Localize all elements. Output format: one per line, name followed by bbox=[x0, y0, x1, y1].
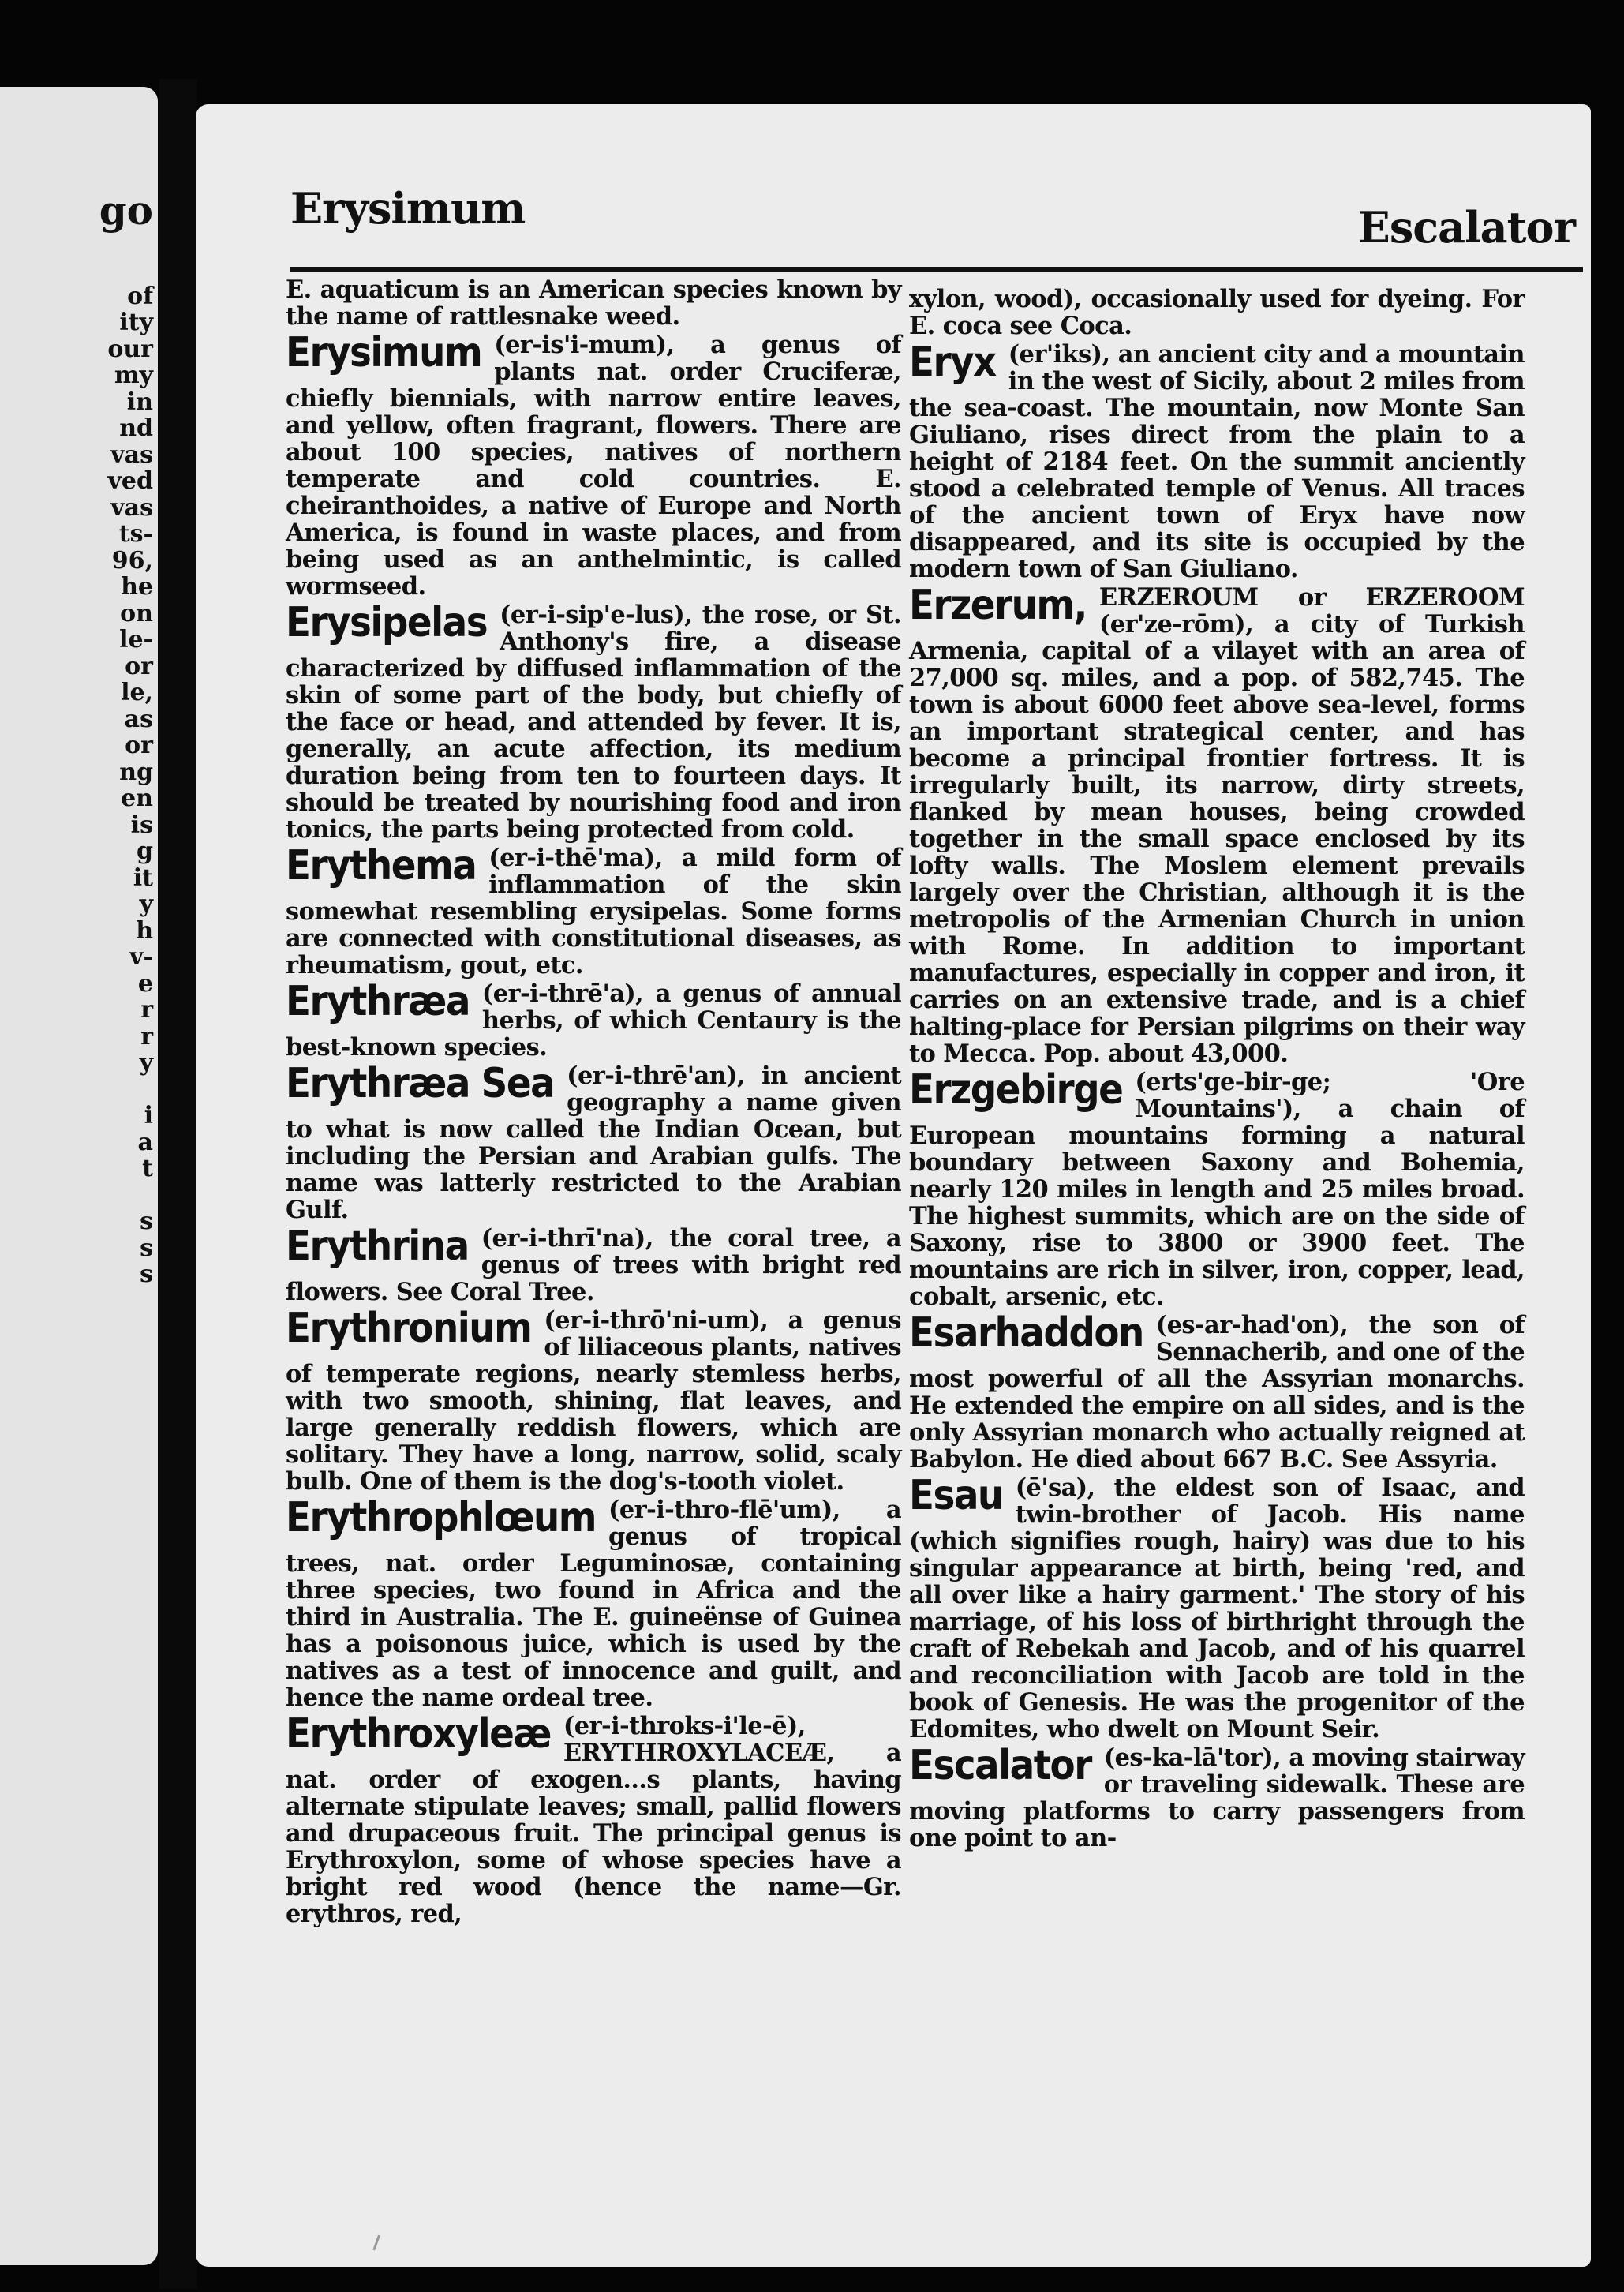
dictionary-entry bbox=[909, 1309, 1525, 1474]
entry-headword: Erythræa Sea bbox=[286, 1060, 555, 1107]
entry-pronunciation: ERZEROUM or ERZEROOM (er'ze-rōm), bbox=[1098, 583, 1525, 639]
entry-definition: the rose, or St. Anthony's fire, a disease characterized by diffused inflammation of the skin of some part of the body, but chiefly of the face or head, and attended by fever. It is, generally, an acute affection, its medium duration being from ten to fourteen days. It should be treated by nourishing food and iron tonics, the parts being protected from cold. bbox=[286, 601, 901, 844]
entry-definition: a mild form of inflammation of the skin somewhat resembling erysipelas. Some forms are connected with constitutional diseases, as rheumatism, gout, etc. bbox=[286, 844, 901, 979]
facing-page-fragment: vas bbox=[110, 440, 153, 469]
entry-definition: in ancient geography a name given to what is now called the Indian Ocean, but including the Persian and Arabian gulfs. The name was latterly restricted to the Arabian Gulf. bbox=[286, 1062, 901, 1224]
entry-headword: Erysimum bbox=[286, 329, 482, 376]
facing-page-fragment: he bbox=[121, 573, 153, 601]
facing-page-fragment: ved bbox=[107, 467, 153, 495]
dictionary-entry bbox=[909, 584, 1525, 1067]
entry-headword: Erzgebirge bbox=[909, 1066, 1123, 1114]
left-column bbox=[286, 276, 901, 1929]
facing-page-fragment: r bbox=[140, 996, 153, 1024]
facing-page-fragment: e bbox=[137, 969, 153, 998]
entry-definition: a genus of annual herbs, of which Centaury is the best-known species. bbox=[286, 979, 901, 1062]
entry-headword: Erythronium bbox=[286, 1305, 532, 1352]
dictionary-entry bbox=[286, 331, 901, 600]
entry-pronunciation: (es-ar-had'on), bbox=[1155, 1311, 1369, 1339]
entry-pronunciation: (er-i-thrī'na), bbox=[481, 1224, 670, 1253]
entry-pronunciation: (er-i-throks-i'le-ē), bbox=[563, 1712, 806, 1740]
dictionary-entry bbox=[286, 1225, 901, 1305]
dictionary-entry bbox=[286, 1307, 901, 1495]
entry-headword: Erzerum, bbox=[909, 582, 1087, 629]
facing-page-fragment: or bbox=[125, 732, 153, 759]
entry-pronunciation: (er-i-thē'ma), bbox=[488, 844, 683, 872]
facing-page-fragment: le- bbox=[119, 626, 153, 654]
facing-page-fragment: le, bbox=[121, 679, 153, 706]
facing-page-fragment: i bbox=[144, 1102, 153, 1129]
entry-definition: ERYTHROXYLACEÆ, a nat. order of exogen...s plants, having alternate stipulate leaves; small, pallid flowers and drupaceous fruit. The principal genus is Erythroxylon, some of whose species have a bright red wood (hence the name—Gr. erythros, red, bbox=[286, 1739, 901, 1928]
entry-definition: a genus of plants nat. order Cruciferæ, chiefly biennials, with narrow entire leaves, and yellow, often fragrant, flowers. There are about 100 species, natives of northern temperate and cold countries. E. cheiranthoides, a native of Europe and North America, is found in waste places, and from being used as an anthelmintic, is called wormseed. bbox=[286, 331, 901, 601]
entry-definition: a moving stairway or traveling sidewalk. These are moving platforms to carry passengers from one point to an- bbox=[909, 1743, 1525, 1852]
dictionary-entry bbox=[909, 286, 1525, 339]
dictionary-entry bbox=[286, 1496, 901, 1711]
facing-page-fragment: s bbox=[140, 1260, 153, 1288]
entry-definition: a chain of European mountains forming a natural boundary between Saxony and Bohemia, nearly 120 miles in length and 25 miles broad. The highest summits, which are on the side of Saxony, rise to 3800 or 3900 feet. The mountains are rich in silver, iron, copper, lead, cobalt, arsenic, etc. bbox=[909, 1095, 1525, 1311]
entry-pronunciation: (er-i-thrē'a), bbox=[481, 979, 656, 1008]
facing-page-edge bbox=[0, 87, 158, 2265]
entry-headword: Escalator bbox=[909, 1742, 1091, 1789]
header-rule bbox=[290, 267, 1583, 272]
facing-page-fragment: is bbox=[130, 811, 153, 839]
entry-definition: a genus of liliaceous plants, natives of temperate regions, nearly stemless herbs, with two smooth, shining, flat leaves, and large generally reddish flowers, which are solitary. They have a long, narrow, solid, scaly bulb. One of them is the dog's-tooth violet. bbox=[286, 1306, 901, 1496]
entry-headword: Esarhaddon bbox=[909, 1309, 1143, 1357]
facing-page-text-fragments bbox=[0, 87, 158, 2265]
entry-definition: the son of Sennacherib, and one of the most powerful of all the Assyrian monarchs. He extended the empire on all sides, and is the only Assyrian monarch who actually reigned at Babylon. He died about 667 B.C. See Assyria. bbox=[909, 1311, 1525, 1474]
facing-page-fragment: y bbox=[139, 1049, 153, 1077]
entry-definition: a genus of tropical trees, nat. order Leguminosæ, containing three species, two found in Africa and the third in Australia. The E. guineënse of Guinea has a poisonous juice, which is used by the natives as a test of innocence and guilt, and hence the name ordeal tree. bbox=[286, 1496, 901, 1712]
entry-pronunciation: (er-i-thrē'an), bbox=[567, 1062, 761, 1090]
dictionary-entry bbox=[286, 980, 901, 1061]
entry-pronunciation: (er-i-thrō'ni-um), bbox=[544, 1306, 788, 1335]
facing-page-fragment: of bbox=[127, 282, 153, 310]
dictionary-page bbox=[196, 104, 1591, 2267]
facing-page-fragment: on bbox=[120, 599, 153, 627]
facing-page-fragment: it bbox=[133, 863, 153, 892]
entry-definition: a city of Turkish Armenia, capital of a vilayet with an area of 27,000 sq. miles, and a pop. of 582,745. The town is about 6000 feet above sea-level, forms an important strategical center, and has become a principal frontier fortress. It is irregularly built, its narrow, dirty streets, flanked by mean houses, being crowded together in the small space enclosed by its lofty walls. The Moslem element prevails largely over the Christian, although it is the metropolis of the Armenian Church in union with Rome. In addition to important manufactures, especially in copper and iron, it carries on an extensive trade, and is a chief halting-place for Persian pilgrims on their way to Mecca. Pop. about 43,000. bbox=[909, 610, 1525, 1068]
entry-pronunciation: (erts'ge-bir-ge; 'Ore Mountains'), bbox=[1135, 1068, 1525, 1123]
facing-page-fragment: v- bbox=[129, 943, 153, 971]
dictionary-entry bbox=[909, 1744, 1525, 1852]
facing-page-fragment: y bbox=[139, 890, 153, 918]
facing-page-fragment: r bbox=[140, 1022, 153, 1050]
dictionary-entry bbox=[286, 276, 901, 330]
facing-page-fragment: s bbox=[140, 1208, 153, 1235]
entry-pronunciation: (er-i-thro-flē'um), bbox=[608, 1496, 886, 1524]
facing-page-fragment: ng bbox=[119, 758, 153, 786]
facing-page-fragment: t bbox=[142, 1155, 153, 1182]
running-head-right: Escalator bbox=[1357, 202, 1575, 253]
entry-headword: Erythrophlœum bbox=[286, 1494, 597, 1541]
facing-page-fragment: my bbox=[114, 361, 153, 389]
dictionary-entry bbox=[909, 341, 1525, 582]
entry-pronunciation: (er-i-sip'e-lus), bbox=[500, 601, 702, 629]
facing-page-fragment: in bbox=[126, 388, 153, 416]
facing-page-fragment: 96, bbox=[111, 546, 153, 575]
entry-pronunciation: (er'iks), bbox=[1008, 340, 1118, 369]
entry-definition: E. aquaticum is an American species known by the name of rattlesnake weed. bbox=[286, 275, 901, 331]
right-column bbox=[909, 286, 1525, 1853]
facing-page-fragment: en bbox=[121, 785, 153, 812]
entry-definition: an ancient city and a mountain in the west of Sicily, about 2 miles from the sea-coast. The mountain, now Monte San Giuliano, rises direct from the plain to a height of 2184 feet. On the summit anciently stood a celebrated temple of Venus. All traces of the ancient town of Eryx have now disappeared, and its site is occupied by the modern town of San Giuliano. bbox=[909, 340, 1525, 583]
entry-headword: Erythroxyleæ bbox=[286, 1710, 551, 1758]
entry-headword: Erysipelas bbox=[286, 599, 488, 646]
dictionary-entry bbox=[909, 1474, 1525, 1743]
entry-headword: Esau bbox=[909, 1472, 1003, 1519]
book-spine bbox=[159, 79, 197, 2289]
entry-pronunciation: (er-is'i-mum), bbox=[494, 331, 711, 359]
facing-page-fragment: or bbox=[125, 652, 153, 680]
dictionary-entry bbox=[909, 1066, 1525, 1311]
entry-headword: Eryx bbox=[909, 339, 996, 386]
dictionary-entry bbox=[286, 1062, 901, 1223]
entry-pronunciation: (es-ka-lā'tor), bbox=[1103, 1743, 1289, 1772]
running-head-left: Erysimum bbox=[290, 183, 526, 234]
entry-pronunciation: (ē'sa), bbox=[1015, 1474, 1114, 1502]
entry-headword: Erythema bbox=[286, 842, 477, 889]
entry-headword: Erythrina bbox=[286, 1223, 469, 1270]
entry-definition: the coral tree, a genus of trees with bright red flowers. See Coral Tree. bbox=[286, 1224, 901, 1306]
facing-page-fragment: our bbox=[107, 335, 153, 363]
facing-page-fragment: s bbox=[140, 1234, 153, 1262]
facing-page-fragment: g bbox=[137, 837, 153, 865]
dictionary-entry bbox=[286, 601, 901, 843]
facing-page-fragment: vas bbox=[110, 493, 153, 522]
facing-page-fragment: nd bbox=[119, 414, 153, 442]
facing-page-fragment: as bbox=[124, 705, 153, 733]
facing-page-fragment: h bbox=[136, 916, 153, 945]
dictionary-entry bbox=[286, 842, 901, 979]
facing-page-fragment: ts- bbox=[118, 520, 153, 548]
entry-definition: xylon, wood), occasionally used for dyeing. For E. coca see Coca. bbox=[909, 285, 1525, 340]
dictionary-entry bbox=[286, 1710, 901, 1928]
entry-headword: Erythræa bbox=[286, 978, 470, 1025]
facing-page-fragment: ity bbox=[119, 309, 153, 336]
facing-page-fragment: go bbox=[99, 187, 153, 234]
entry-definition: the eldest son of Isaac, and twin-brother of Jacob. His name (which signifies rough, hairy) was due to his singular appearance at birth, being 'red, and all over like a hairy garment.' The story of his marriage, of his loss of birthright through the craft of Rebekah and Jacob, and of his quarrel and reconciliation with Jacob are told in the book of Genesis. He was the progenitor of the Edomites, who dwelt on Mount Seir. bbox=[909, 1474, 1525, 1743]
facing-page-fragment: a bbox=[137, 1128, 153, 1156]
